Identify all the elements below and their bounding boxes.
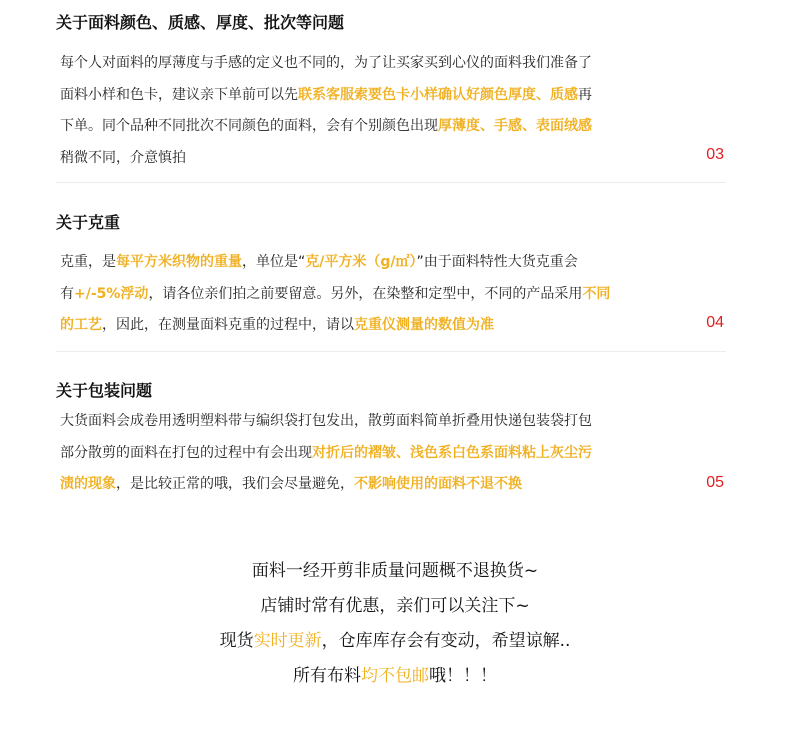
body-text: 再	[578, 86, 592, 103]
highlight-text: 对折后的褶皱、浅色系白色系面料粘上灰尘污	[312, 444, 592, 461]
body-text: 面料小样和色卡，建议亲下单前可以先	[60, 86, 298, 103]
text-line	[60, 406, 680, 438]
highlight-text: 实时更新	[253, 631, 322, 651]
body-text: 稍微不同，介意慎拍	[60, 149, 186, 166]
text-line	[0, 589, 790, 624]
divider	[56, 182, 726, 183]
highlight-text: 均不包邮	[361, 666, 429, 686]
text-line	[60, 111, 680, 143]
body-text: 部分散剪的面料在打包的过程中有会出现	[60, 444, 312, 461]
text-line	[60, 143, 680, 175]
text-line	[0, 554, 790, 589]
body-text: 下单。同个品种不同批次不同颜色的面料，会有个别颜色出现	[60, 118, 438, 134]
section-number: 05	[706, 474, 724, 491]
section-weight	[56, 212, 726, 352]
section-title: 关于克重	[56, 213, 121, 232]
body-text: 店铺时常有优惠，亲们可以关注下~	[260, 596, 530, 616]
highlight-text: 克重仪测量的数值为准	[354, 317, 494, 333]
body-text: 现货	[219, 631, 254, 651]
body-text: 所有布料	[293, 666, 361, 686]
body-text: 每个人对面料的厚薄度与手感的定义也不同的，为了让买家买到心仪的面料我们准备了	[60, 55, 592, 71]
text-line	[60, 247, 680, 279]
text-line	[60, 310, 680, 342]
text-line	[60, 48, 680, 80]
highlight-text: 的工艺	[60, 317, 102, 333]
body-text: 有	[60, 285, 74, 302]
highlight-text: 渍的现象	[60, 476, 116, 492]
body-text: ，单位是“	[242, 254, 306, 270]
section-fabric-quality	[56, 12, 726, 184]
highlight-text: 每平方米织物的重量	[116, 254, 242, 270]
text-line	[0, 624, 790, 659]
body-text: ”由于面料特性大货克重会	[416, 254, 578, 270]
section-packaging	[56, 380, 726, 510]
section-title: 关于面料颜色、质感、厚度、批次等问题	[56, 13, 345, 32]
text-line	[60, 438, 680, 470]
body-text: ，因此，在测量面料克重的过程中，请以	[102, 317, 354, 333]
highlight-text: 克/平方米（g/㎡）	[305, 254, 417, 270]
text-line	[60, 469, 680, 501]
highlight-text: +/-5%浮动	[74, 285, 149, 302]
highlight-text: 不影响使用的面料不退不换	[354, 476, 522, 492]
body-text: 大货面料会成卷用透明塑料带与编织袋打包发出，散剪面料简单折叠用快递包装袋打包	[60, 413, 592, 429]
highlight-text: 联系客服索要色卡小样确认好颜色厚度、质感	[298, 86, 578, 103]
section-body	[60, 406, 680, 501]
body-text: ，请各位亲们拍之前要留意。另外，在染整和定型中，不同的产品采用	[148, 285, 583, 302]
closing-notice	[0, 554, 790, 694]
body-text: ，仓库库存会有变动，希望谅解..	[321, 631, 571, 651]
highlight-text: 厚薄度、手感、表面绒感	[438, 118, 592, 134]
section-body	[60, 247, 680, 342]
text-line	[0, 659, 790, 694]
body-text: ，是比较正常的哦，我们会尽量避免，	[116, 476, 354, 492]
text-line	[60, 279, 680, 311]
body-text: 哦！！！	[429, 666, 497, 686]
highlight-text: 不同	[582, 285, 611, 302]
divider	[56, 351, 726, 352]
body-text: 面料一经开剪非质量问题概不退换货~	[251, 561, 539, 581]
section-number: 03	[706, 146, 724, 163]
text-line	[60, 80, 680, 112]
body-text: 克重，是	[60, 254, 116, 270]
section-body	[60, 48, 680, 174]
section-title: 关于包装问题	[56, 381, 153, 400]
section-number: 04	[706, 314, 724, 331]
